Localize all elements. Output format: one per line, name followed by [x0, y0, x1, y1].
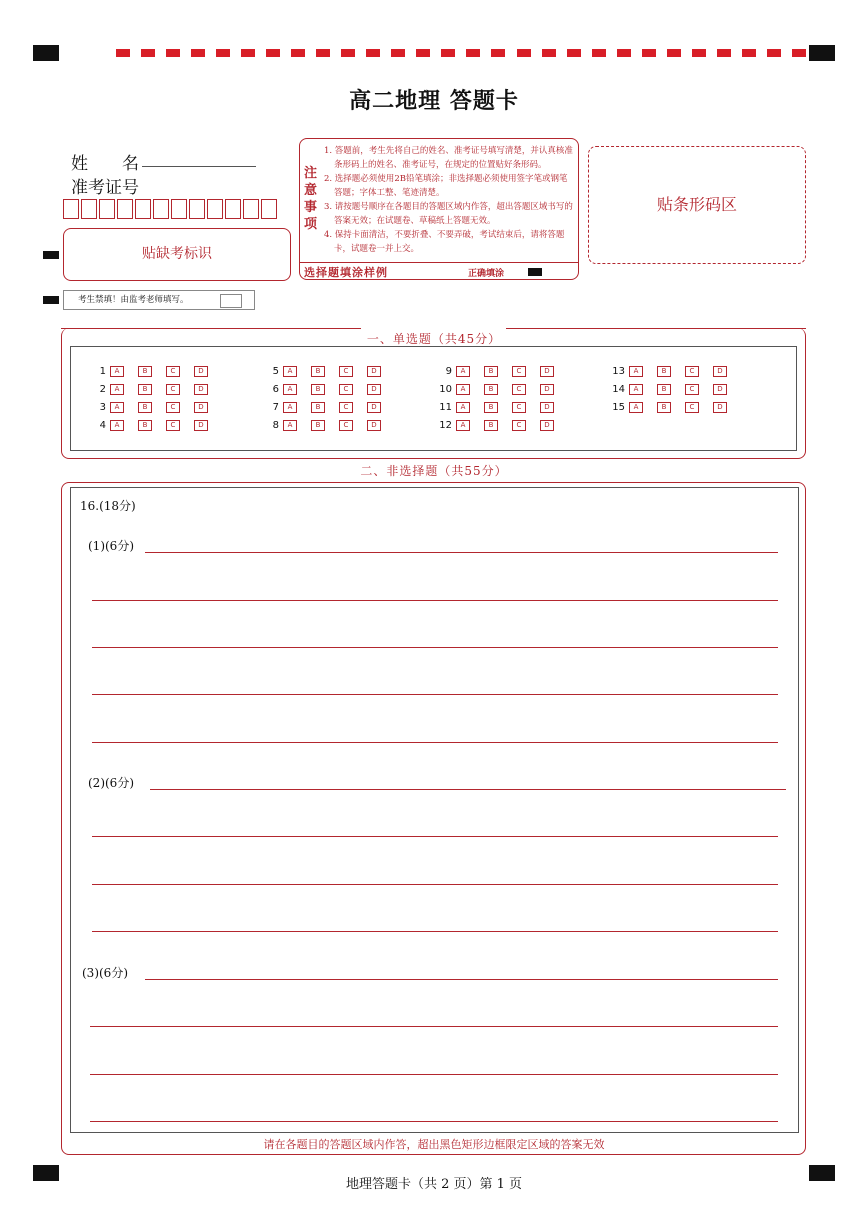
- timing-dash: [692, 49, 706, 57]
- mc-question-number: 9: [445, 366, 452, 377]
- corner-mark-top-right: [809, 45, 835, 61]
- section2-heading: 二、非选择题（共55分）: [360, 464, 508, 478]
- mc-option-a[interactable]: A: [283, 366, 297, 377]
- mc-question: [263, 366, 395, 377]
- mc-option-d[interactable]: D: [367, 384, 381, 395]
- mc-option-d[interactable]: D: [367, 420, 381, 431]
- mc-question: [609, 366, 741, 377]
- mc-question-number: 15: [612, 402, 625, 413]
- mc-question-number: 13: [612, 366, 625, 377]
- mc-option-c[interactable]: C: [685, 384, 699, 395]
- mc-option-a[interactable]: A: [456, 420, 470, 431]
- mc-option-c[interactable]: C: [339, 402, 353, 413]
- mc-option-d[interactable]: D: [540, 384, 554, 395]
- mc-question: [90, 384, 222, 395]
- mc-question: [90, 402, 222, 413]
- timing-dash: [216, 49, 230, 57]
- mc-option-b[interactable]: B: [138, 402, 152, 413]
- mc-question: [609, 402, 741, 413]
- section1-top-left: [61, 328, 361, 329]
- exam-id-label: 准考证号: [71, 178, 139, 198]
- corner-mark-top-left: [33, 45, 59, 61]
- timing-dash: [667, 49, 681, 57]
- timing-dash: [316, 49, 330, 57]
- page-title: 高二地理 答题卡: [349, 89, 519, 114]
- mc-question-number: 6: [272, 384, 279, 395]
- notice-item: 1. 答题前，考生先将自己的姓名、准考证号填写清楚，并认真核准条形码上的姓名、准考证号，在规定的位置贴好条形码。: [324, 146, 573, 170]
- exam-id-digit-box[interactable]: [207, 199, 223, 219]
- answer-line[interactable]: [92, 931, 778, 932]
- side-mark-2: [43, 296, 59, 304]
- proctor-fill-label: 考生禁填！由监考老师填写。: [78, 295, 189, 305]
- answer-line[interactable]: [145, 552, 778, 553]
- correct-fill-label: 正确填涂: [468, 269, 505, 279]
- answer-line[interactable]: [150, 789, 786, 790]
- timing-dash: [341, 49, 355, 57]
- mc-option-b[interactable]: B: [484, 420, 498, 431]
- answer-line[interactable]: [90, 1074, 778, 1075]
- answer-line[interactable]: [90, 1121, 778, 1122]
- exam-id-digit-box[interactable]: [225, 199, 241, 219]
- mc-option-c[interactable]: C: [512, 402, 526, 413]
- section1-top-right: [506, 328, 806, 329]
- mc-question-number: 2: [99, 384, 106, 395]
- mc-option-d[interactable]: D: [194, 366, 208, 377]
- mc-option-c[interactable]: C: [166, 384, 180, 395]
- exam-id-boxes[interactable]: [63, 199, 279, 219]
- notice-heading: [304, 165, 318, 233]
- mc-question: [436, 384, 568, 395]
- mc-question: [263, 402, 395, 413]
- name-label: 姓 名: [71, 154, 139, 174]
- timing-dash: [441, 49, 455, 57]
- timing-dash: [742, 49, 756, 57]
- answer-line[interactable]: [145, 979, 778, 980]
- mc-question: [436, 420, 568, 431]
- timing-dash: [567, 49, 581, 57]
- answer-line[interactable]: [92, 742, 778, 743]
- answer-line[interactable]: [92, 884, 778, 885]
- mc-option-a[interactable]: A: [283, 384, 297, 395]
- notice-item: 4. 保持卡面清洁，不要折叠、不要弄破，考试结束后，请将答题卡，试题卷一并上交。: [324, 230, 565, 254]
- timing-dash: [241, 49, 255, 57]
- timing-dash: [141, 49, 155, 57]
- exam-id-digit-box[interactable]: [153, 199, 169, 219]
- timing-dash: [416, 49, 430, 57]
- mc-option-d[interactable]: D: [713, 384, 727, 395]
- notice-heading-char: 事: [304, 200, 318, 215]
- notice-box: [299, 138, 579, 280]
- mc-option-d[interactable]: D: [367, 402, 381, 413]
- barcode-label: 贴条形码区: [656, 195, 737, 214]
- notice-item: 3. 请按题号顺序在各题目的答题区域内作答，超出答题区域书写的答案无效；在试题卷、草稿纸上答题无效。: [324, 202, 573, 226]
- mc-option-a[interactable]: A: [456, 366, 470, 377]
- correct-fill-sample: [528, 268, 542, 276]
- timing-dash: [542, 49, 556, 57]
- answer-line[interactable]: [92, 836, 778, 837]
- mc-option-d[interactable]: D: [540, 366, 554, 377]
- timing-dash: [717, 49, 731, 57]
- mc-question: [263, 384, 395, 395]
- absent-sticker-area: [63, 228, 291, 281]
- mc-question-number: 8: [272, 420, 279, 431]
- question-16-label: 16.(18分): [80, 499, 136, 513]
- proctor-fill-checkbox[interactable]: [220, 294, 242, 308]
- mc-question-number: 10: [439, 384, 452, 395]
- mc-question: [90, 366, 222, 377]
- notice-heading-char: 注: [304, 166, 318, 181]
- mc-option-c[interactable]: C: [685, 366, 699, 377]
- exam-id-digit-box[interactable]: [81, 199, 97, 219]
- mc-option-a[interactable]: A: [629, 384, 643, 395]
- mc-question: [90, 420, 222, 431]
- section2-inner-box: [70, 487, 799, 1133]
- mc-option-b[interactable]: B: [311, 366, 325, 377]
- exam-id-digit-box[interactable]: [171, 199, 187, 219]
- mc-question: [609, 384, 741, 395]
- mc-option-d[interactable]: D: [367, 366, 381, 377]
- mc-option-a[interactable]: A: [110, 420, 124, 431]
- mc-option-d[interactable]: D: [713, 366, 727, 377]
- mc-option-a[interactable]: A: [629, 402, 643, 413]
- mc-question: [436, 366, 568, 377]
- timing-dash: [491, 49, 505, 57]
- mc-option-b[interactable]: B: [138, 384, 152, 395]
- page-number: 地理答题卡（共 2 页）第 1 页: [345, 1177, 523, 1192]
- mc-option-d[interactable]: D: [194, 402, 208, 413]
- answer-line[interactable]: [90, 1026, 778, 1027]
- answer-line[interactable]: [92, 694, 778, 695]
- mc-option-c[interactable]: C: [339, 420, 353, 431]
- mc-option-d[interactable]: D: [194, 420, 208, 431]
- exam-id-digit-box[interactable]: [99, 199, 115, 219]
- answer-line[interactable]: [92, 647, 778, 648]
- barcode-area: [588, 146, 806, 264]
- part-3-label: (3)(6分): [82, 966, 128, 980]
- exam-id-digit-box[interactable]: [135, 199, 151, 219]
- mc-question-number: 11: [439, 402, 452, 413]
- section1-inner-box: [70, 346, 797, 451]
- mc-option-d[interactable]: D: [540, 420, 554, 431]
- mc-question-number: 12: [439, 420, 452, 431]
- mc-option-b[interactable]: B: [138, 366, 152, 377]
- timing-dash: [391, 49, 405, 57]
- mc-option-b[interactable]: B: [657, 366, 671, 377]
- sample-label: 选择题填涂样例: [304, 266, 388, 279]
- mc-option-b[interactable]: B: [484, 402, 498, 413]
- mc-option-c[interactable]: C: [685, 402, 699, 413]
- notice-heading-char: 意: [304, 183, 318, 198]
- timing-mark-strip: [116, 49, 806, 57]
- mc-question: [263, 420, 395, 431]
- mc-option-d[interactable]: D: [540, 402, 554, 413]
- timing-dash: [166, 49, 180, 57]
- mc-option-b[interactable]: B: [484, 384, 498, 395]
- timing-dash: [642, 49, 656, 57]
- mc-option-c[interactable]: C: [339, 366, 353, 377]
- timing-dash: [291, 49, 305, 57]
- mc-option-b[interactable]: B: [138, 420, 152, 431]
- mc-option-b[interactable]: B: [311, 420, 325, 431]
- mc-question-number: 3: [99, 402, 106, 413]
- name-field[interactable]: [142, 165, 256, 167]
- mc-option-c[interactable]: C: [512, 384, 526, 395]
- mc-option-c[interactable]: C: [512, 420, 526, 431]
- mc-question: [436, 402, 568, 413]
- mc-option-a[interactable]: A: [629, 366, 643, 377]
- notice-items: [324, 144, 574, 256]
- mc-option-a[interactable]: A: [456, 384, 470, 395]
- mc-option-c[interactable]: C: [166, 402, 180, 413]
- mc-option-d[interactable]: D: [194, 384, 208, 395]
- answer-line[interactable]: [92, 600, 778, 601]
- mc-question-number: 7: [272, 402, 279, 413]
- timing-dash: [366, 49, 380, 57]
- timing-dash: [266, 49, 280, 57]
- mc-option-c[interactable]: C: [512, 366, 526, 377]
- mc-option-b[interactable]: B: [657, 402, 671, 413]
- mc-option-a[interactable]: A: [283, 402, 297, 413]
- exam-id-digit-box[interactable]: [243, 199, 259, 219]
- mc-option-c[interactable]: C: [166, 420, 180, 431]
- exam-id-digit-box[interactable]: [117, 199, 133, 219]
- mc-option-c[interactable]: C: [166, 366, 180, 377]
- timing-dash: [517, 49, 531, 57]
- mc-option-b[interactable]: B: [311, 402, 325, 413]
- timing-dash: [767, 49, 781, 57]
- mc-option-b[interactable]: B: [311, 384, 325, 395]
- side-mark-1: [43, 251, 59, 259]
- mc-option-b[interactable]: B: [657, 384, 671, 395]
- mc-question-number: 4: [99, 420, 106, 431]
- mc-option-a[interactable]: A: [110, 402, 124, 413]
- timing-dash: [466, 49, 480, 57]
- mc-question-number: 5: [272, 366, 279, 377]
- mc-question-number: 14: [612, 384, 625, 395]
- timing-dash: [617, 49, 631, 57]
- notice-item: 2. 选择题必须使用2B铅笔填涂；非选择题必须使用签字笔或钢笔答题；字体工整、笔迹清楚。: [324, 174, 568, 198]
- mc-option-a[interactable]: A: [283, 420, 297, 431]
- footer-warning: 请在各题目的答题区域内作答，超出黑色矩形边框限定区域的答案无效: [263, 1138, 605, 1151]
- mc-option-d[interactable]: D: [713, 402, 727, 413]
- timing-dash: [116, 49, 130, 57]
- absent-sticker-label: 贴缺考标识: [142, 246, 212, 262]
- timing-dash: [792, 49, 806, 57]
- notice-heading-char: 项: [304, 217, 318, 232]
- exam-id-digit-box[interactable]: [261, 199, 277, 219]
- mc-option-b[interactable]: B: [484, 366, 498, 377]
- part-1-label: (1)(6分): [88, 539, 134, 553]
- mc-question-number: 1: [99, 366, 106, 377]
- proctor-fill-box: [63, 290, 255, 310]
- mc-option-a[interactable]: A: [110, 384, 124, 395]
- exam-id-digit-box[interactable]: [63, 199, 79, 219]
- mc-option-a[interactable]: A: [456, 402, 470, 413]
- mc-option-a[interactable]: A: [110, 366, 124, 377]
- timing-dash: [191, 49, 205, 57]
- notice-divider: [300, 262, 578, 263]
- part-2-label: (2)(6分): [88, 776, 134, 790]
- mc-option-c[interactable]: C: [339, 384, 353, 395]
- exam-id-digit-box[interactable]: [189, 199, 205, 219]
- timing-dash: [592, 49, 606, 57]
- section1-heading: 一、单选题（共45分）: [366, 332, 502, 346]
